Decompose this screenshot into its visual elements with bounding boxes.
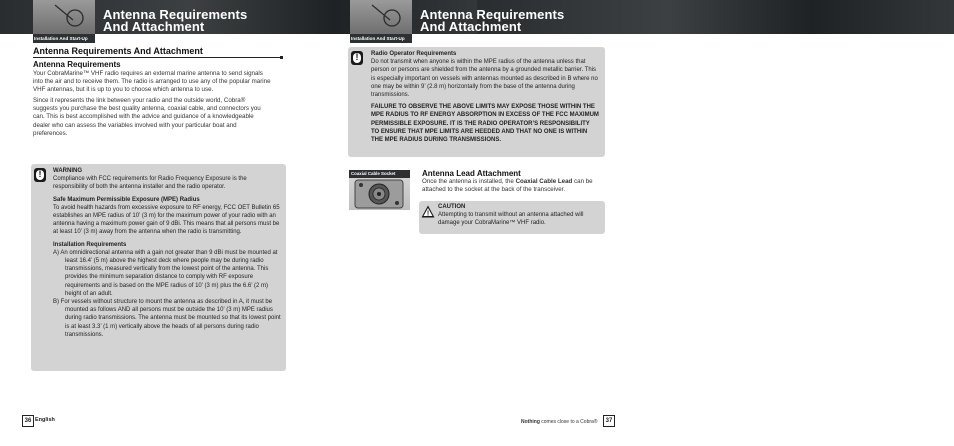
operator-title: Radio Operator Requirements: [371, 51, 457, 57]
socket-image: [349, 178, 410, 210]
banner-tile-right: [350, 0, 412, 34]
photo-label: Coaxial Cable Socket: [349, 170, 410, 178]
caution-content: [438, 203, 601, 228]
footer-tagline-bold: Nothing: [521, 419, 540, 425]
operator-text: Do not transmit when anyone is within the MPE radius of the antenna unless that person or persons are shielded from the antenna by a grounded metallic barrier. This is especially important on vessels with antennas mounted as described in B where no one may be within 9’ (2.8 m) horizontally from the base of the antenna during transmissions.: [371, 59, 598, 99]
caution-text: Attempting to transmit without an antenna attached will damage your CobraMarine™ VHF radio.: [438, 212, 584, 227]
page-title-line2: And Attachment: [103, 19, 205, 34]
banner-tile: [33, 0, 95, 34]
warning-icon: [351, 51, 363, 65]
footer-tagline: [521, 419, 598, 425]
lead-heading: Antenna Lead Attachment: [422, 169, 521, 178]
mpe-title: Safe Maximum Permissible Exposure (MPE) Radius: [53, 196, 200, 203]
page-number: 36: [22, 415, 34, 427]
warning-text: Compliance with FCC requirements for Radio Frequency Exposure is the responsibility of both the antenna installer and the radio operator.: [53, 176, 247, 191]
section-heading: Antenna Requirements And Attachment: [33, 46, 281, 58]
intro-text: [33, 70, 271, 141]
operator-caps-text: FAILURE TO OBSERVE THE ABOVE LIMITS MAY EXPOSE THOSE WITHIN THE MPE RADIUS TO RF ENERGY ABSORPTION IN EXCESS OF THE FCC MAXIMUM PERMISSIBLE EXPOSURE. IT IS THE RADIO OPERATOR’S RESPONSIBILITY TO ENSURE THAT MPE LIMITS ARE HEEDED AND THAT NO ONE IS WITHIN THE MPE RADIUS DURING TRANSMISSIONS.: [371, 104, 599, 144]
caution-title: CAUTION: [438, 204, 466, 210]
page-title-line1: Antenna Requirements: [420, 7, 565, 22]
lead-text-after: can be attached to the socket at the back of the transceiver.: [422, 178, 593, 194]
lead-text-before: Once the antenna is installed, the: [422, 178, 516, 185]
warning-title: WARNING: [53, 168, 82, 174]
page-title-line1: Antenna Requirements: [103, 7, 248, 22]
antenna-icon: [370, 3, 406, 33]
intro-paragraph-2: Since it represents the link between your radio and the outside world, Cobra® suggests you purchase the best quality antenna, coaxial cable, and connectors you can. This is best accomplished with the advice and guidance of a knowledgeable dealer who can assess the variables involved with your particular boat and preferences.: [33, 97, 261, 137]
install-item-a: A) An omnidirectional antenna with a gain not greater than 9 dBi must be mounted at least 16.4’ (5 m) above the highest deck where people may be during radio transmissions, measured vertically from the lowest point of the antenna. This provides the minimum separation distance to comply with RF exposure requirements and is based on the MPE radius of 10’ (3 m) plus the 6.6’ (2 m) height of an adult.: [53, 249, 278, 297]
warning-icon: [34, 168, 46, 182]
banner-tab: [33, 34, 95, 43]
footer-language: English: [35, 417, 55, 423]
warning-content: [53, 167, 281, 339]
coaxial-socket-photo: [349, 170, 410, 210]
mpe-text: To avoid health hazards from excessive exposure to RF energy, FCC OET Bulletin 65 establishes an MPE radius of 10’ (3 m) for the maximum power of your radio with an antenna having a maximum power gain of 9 dBi. This means that all persons must be at least 10’ (3 m) away from the antenna when the radio is transmitting.: [53, 204, 280, 236]
install-item-b: B) For vessels without structure to mount the antenna as described in A, it must be mounted as follows AND all persons must be outside the 10’ (3 m) MPE radius during radio transmissions. The antenna must be mounted so that its lowest point is at least 3.3’ (1 m) vertically above the heads of all persons during radio transmissions.: [53, 299, 281, 338]
footer-tagline-text: comes close to a Cobra®: [539, 419, 598, 425]
intro-paragraph-1: Your CobraMarine™ VHF radio requires an external marine antenna to send signals into the air and to receive them. The radio is arranged to use any of the popular marine VHF antennas, but it is up to you to choose which antenna to use.: [33, 70, 271, 94]
lead-text: [422, 178, 607, 194]
lead-text-bold: Coaxial Cable Lead: [515, 178, 573, 185]
antenna-icon: [53, 3, 89, 33]
subheading: Antenna Requirements: [33, 60, 121, 69]
banner-tab-right: [350, 34, 412, 43]
banner-tab-label: Installation And Start-Up: [34, 36, 88, 41]
page-title-right: [420, 9, 564, 33]
caution-icon: [421, 205, 435, 218]
page-title-line2: And Attachment: [420, 19, 522, 34]
svg-text:!: !: [426, 210, 430, 218]
banner-tab-label: Installation And Start-Up: [351, 36, 405, 41]
page-number: 37: [603, 415, 615, 427]
page-title: [103, 9, 247, 33]
operator-requirements-content: [371, 50, 599, 144]
install-title: Installation Requirements: [53, 241, 127, 248]
